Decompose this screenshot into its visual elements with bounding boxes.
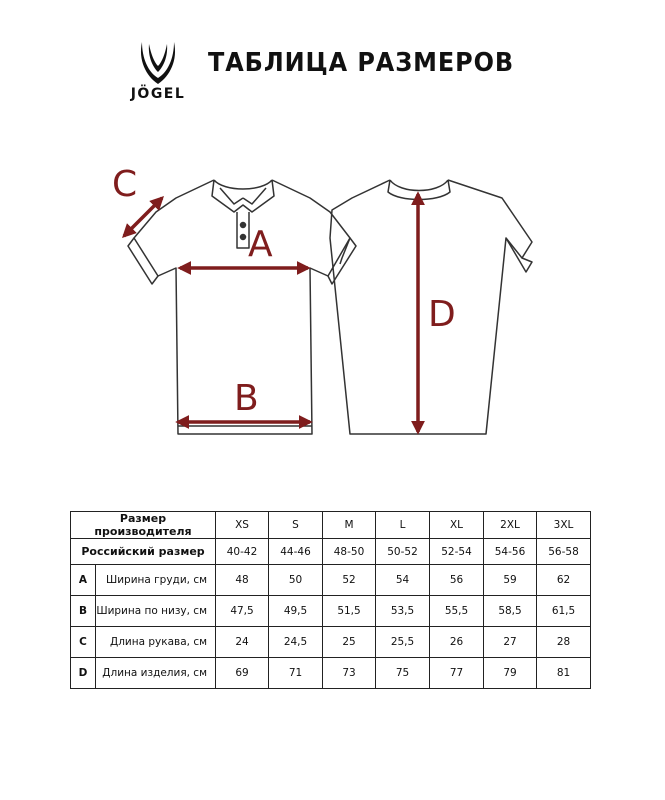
- brand-logo: [118, 40, 198, 110]
- table-row: [71, 627, 591, 658]
- ru-size-cell: 52-54: [430, 539, 484, 565]
- size-cell: 2XL: [484, 512, 537, 539]
- row-param: Ширина по низу, см: [96, 596, 216, 627]
- value-cell: 25: [323, 627, 376, 658]
- ru-size-label: Российский размер: [71, 539, 216, 565]
- row-letter: C: [71, 627, 96, 658]
- size-cell: S: [269, 512, 323, 539]
- row-param: Длина рукава, см: [96, 627, 216, 658]
- shirt-diagram: [100, 158, 550, 448]
- row-letter: A: [71, 565, 96, 596]
- value-cell: 49,5: [269, 596, 323, 627]
- value-cell: 75: [376, 658, 430, 689]
- size-cell: M: [323, 512, 376, 539]
- maker-size-label: Размер производителя: [71, 512, 216, 539]
- table-row: [71, 596, 591, 627]
- table-row: [71, 565, 591, 596]
- size-cell: 3XL: [537, 512, 591, 539]
- page-title: ТАБЛИЦА РАЗМЕРОВ: [208, 48, 514, 78]
- value-cell: 24,5: [269, 627, 323, 658]
- value-cell: 28: [537, 627, 591, 658]
- ru-size-cell: 40-42: [216, 539, 269, 565]
- row-param: Длина изделия, см: [96, 658, 216, 689]
- row-letter: B: [71, 596, 96, 627]
- value-cell: 26: [430, 627, 484, 658]
- value-cell: 51,5: [323, 596, 376, 627]
- value-cell: 59: [484, 565, 537, 596]
- row-param: Ширина груди, см: [96, 565, 216, 596]
- value-cell: 50: [269, 565, 323, 596]
- value-cell: 73: [323, 658, 376, 689]
- value-cell: 27: [484, 627, 537, 658]
- row-letter: D: [71, 658, 96, 689]
- value-cell: 52: [323, 565, 376, 596]
- value-cell: 54: [376, 565, 430, 596]
- ru-size-cell: 56-58: [537, 539, 591, 565]
- ru-size-row: [71, 539, 591, 565]
- logo-mark-icon: [118, 40, 198, 86]
- value-cell: 77: [430, 658, 484, 689]
- size-table: [70, 511, 591, 689]
- maker-size-row: [71, 512, 591, 539]
- label-a: A: [248, 224, 273, 265]
- value-cell: 81: [537, 658, 591, 689]
- value-cell: 69: [216, 658, 269, 689]
- size-cell: XS: [216, 512, 269, 539]
- value-cell: 25,5: [376, 627, 430, 658]
- size-cell: XL: [430, 512, 484, 539]
- value-cell: 47,5: [216, 596, 269, 627]
- label-d: D: [428, 294, 456, 335]
- label-c: C: [112, 164, 138, 205]
- size-cell: L: [376, 512, 430, 539]
- value-cell: 55,5: [430, 596, 484, 627]
- value-cell: 79: [484, 658, 537, 689]
- value-cell: 24: [216, 627, 269, 658]
- logo-text: JÖGEL: [130, 86, 186, 102]
- value-cell: 56: [430, 565, 484, 596]
- ru-size-cell: 50-52: [376, 539, 430, 565]
- label-b: B: [234, 378, 259, 419]
- value-cell: 71: [269, 658, 323, 689]
- ru-size-cell: 54-56: [484, 539, 537, 565]
- ru-size-cell: 44-46: [269, 539, 323, 565]
- value-cell: 53,5: [376, 596, 430, 627]
- ru-size-cell: 48-50: [323, 539, 376, 565]
- value-cell: 62: [537, 565, 591, 596]
- value-cell: 61,5: [537, 596, 591, 627]
- table-row: [71, 658, 591, 689]
- value-cell: 58,5: [484, 596, 537, 627]
- value-cell: 48: [216, 565, 269, 596]
